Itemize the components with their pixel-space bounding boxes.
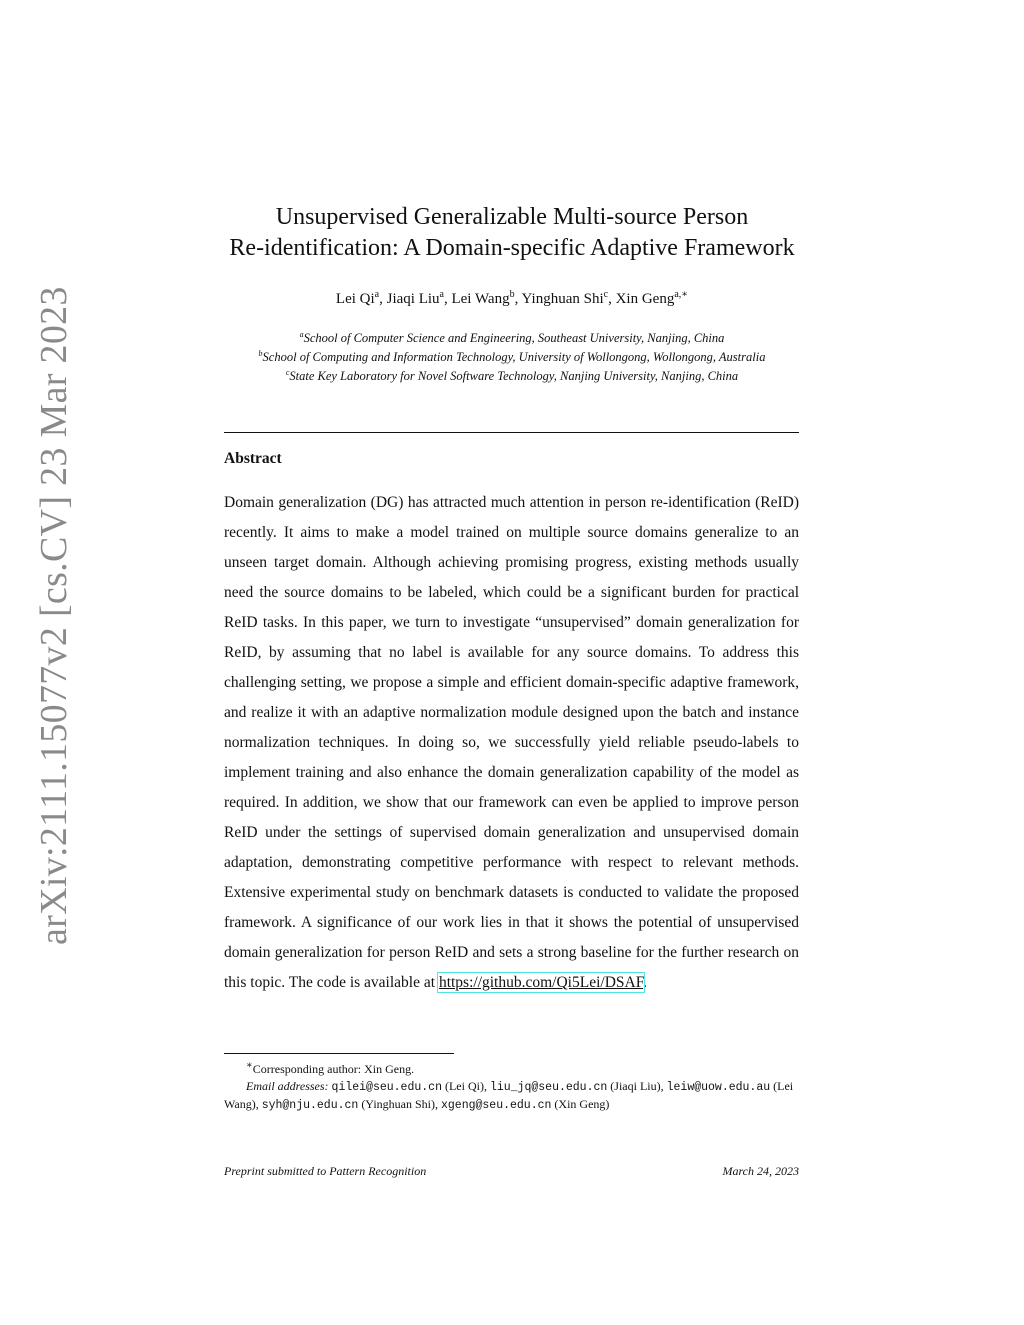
email-label: Email addresses: (246, 1079, 329, 1093)
affil-text: School of Computer Science and Engineering, Southeast University, Nanjing, China (303, 331, 725, 346)
author-affil-mark: a (439, 289, 444, 300)
abstract-text: Domain generalization (DG) has attracted much attention in person re-identification (ReID) recently. It aims to make a model trained on multiple source domains generalize to an unseen target domain. Although achieving promising progress, existing methods usually need the source domains to be labeled, which could be a significant burden for practical ReID tasks. In this paper, we turn to investigate “unsupervised” domain generalization for ReID, by assuming that no label is available for any source domains. To address this challenging setting, we propose a simple and efficient domain-specific adaptive framework, and realize it with an adaptive normalization module designed upon the batch and instance normalization techniques. In doing so, we successfully yield reliable pseudo-labels to implement training and also enhance the domain generalization capability of the model as required. In addition, we show that our framework can even be applied to improve person ReID under the settings of supervised domain generalization and unsupervised domain adaptation, demonstrating competitive performance with respect to relevant methods. Extensive experimental study on benchmark datasets is conducted to validate the proposed framework. A significance of our work lies in that it shows the potential of unsupervised domain generalization for person ReID and sets a strong baseline for the further research on this topic. The code is available at (224, 494, 799, 991)
abstract-heading: Abstract (224, 450, 282, 467)
corresponding-mark: ∗ (246, 1060, 253, 1071)
affiliation-b (180, 346, 844, 365)
footnote-divider (224, 1053, 454, 1054)
affil-text: School of Computing and Information Technology, University of Wollongong, Wollongong, Australia (262, 350, 766, 365)
title-line-1: Unsupervised Generalizable Multi-source Person (275, 204, 749, 230)
author-affil-mark: b (509, 289, 515, 300)
author-affil-mark: c (603, 289, 609, 300)
email-owner: (Yinghuan Shi), (361, 1097, 438, 1111)
arxiv-identifier-stamp: arXiv:2111.15077v2 [cs.CV] 23 Mar 2023 (33, 286, 75, 945)
page-footer (224, 1164, 799, 1179)
author: Jiaqi Liu (386, 291, 440, 307)
affil-text: State Key Laboratory for Novel Software Technology, Nanjing University, Nanjing, China (289, 369, 739, 384)
title-line-2: Re-identification: A Domain-specific Adaptive Framework (229, 235, 795, 261)
affil-mark: b (258, 349, 263, 359)
email-address[interactable]: liu_jq@seu.edu.cn (489, 1081, 608, 1094)
email-owner: (Xin Geng) (554, 1097, 610, 1111)
footer-date: March 24, 2023 (722, 1164, 799, 1178)
abstract-end: . (643, 974, 647, 991)
email-addresses (224, 1078, 799, 1114)
author-list: Lei Qi$^a$, Jiaqi Liu$^a$, Lei Wang$^b$, Yinghuan Shi$^c$, Xin Geng$^{a,∗}$ (335, 289, 689, 307)
abstract-body (224, 488, 799, 998)
email-address[interactable]: qilei@seu.edu.cn (331, 1081, 442, 1094)
email-address[interactable]: syh@nju.edu.cn (261, 1099, 359, 1112)
email-address[interactable]: leiw@uow.edu.au (666, 1081, 771, 1094)
code-repository-link[interactable]: https://github.com/Qi5Lei/DSAF (438, 974, 644, 991)
author: Lei Qi (335, 291, 375, 307)
paper-title (180, 202, 844, 264)
email-address[interactable]: xgeng@seu.edu.cn (440, 1099, 552, 1112)
affiliation-a (180, 327, 844, 346)
affil-mark: c (285, 368, 290, 378)
affiliations (180, 327, 844, 384)
corresponding-author-note (224, 1057, 799, 1078)
author-affil-mark: a (374, 289, 380, 300)
email-owner: (Lei Qi), (444, 1079, 487, 1093)
author: Yinghuan Shi (521, 291, 604, 307)
footnote (224, 1057, 799, 1114)
affil-mark: a (299, 330, 304, 339)
author-affil-mark: a,∗ (674, 289, 689, 300)
author: Lei Wang (451, 291, 510, 307)
email-owner: (Jiaqi Liu), (610, 1079, 664, 1093)
abstract-divider (224, 432, 799, 433)
affiliation-c (180, 365, 844, 384)
author: Xin Geng (615, 291, 675, 307)
footer-journal: Preprint submitted to Pattern Recognition (224, 1164, 427, 1178)
corresponding-text: Corresponding author: Xin Geng. (252, 1062, 415, 1076)
email-owner: (Lei Wang), (224, 1079, 794, 1111)
